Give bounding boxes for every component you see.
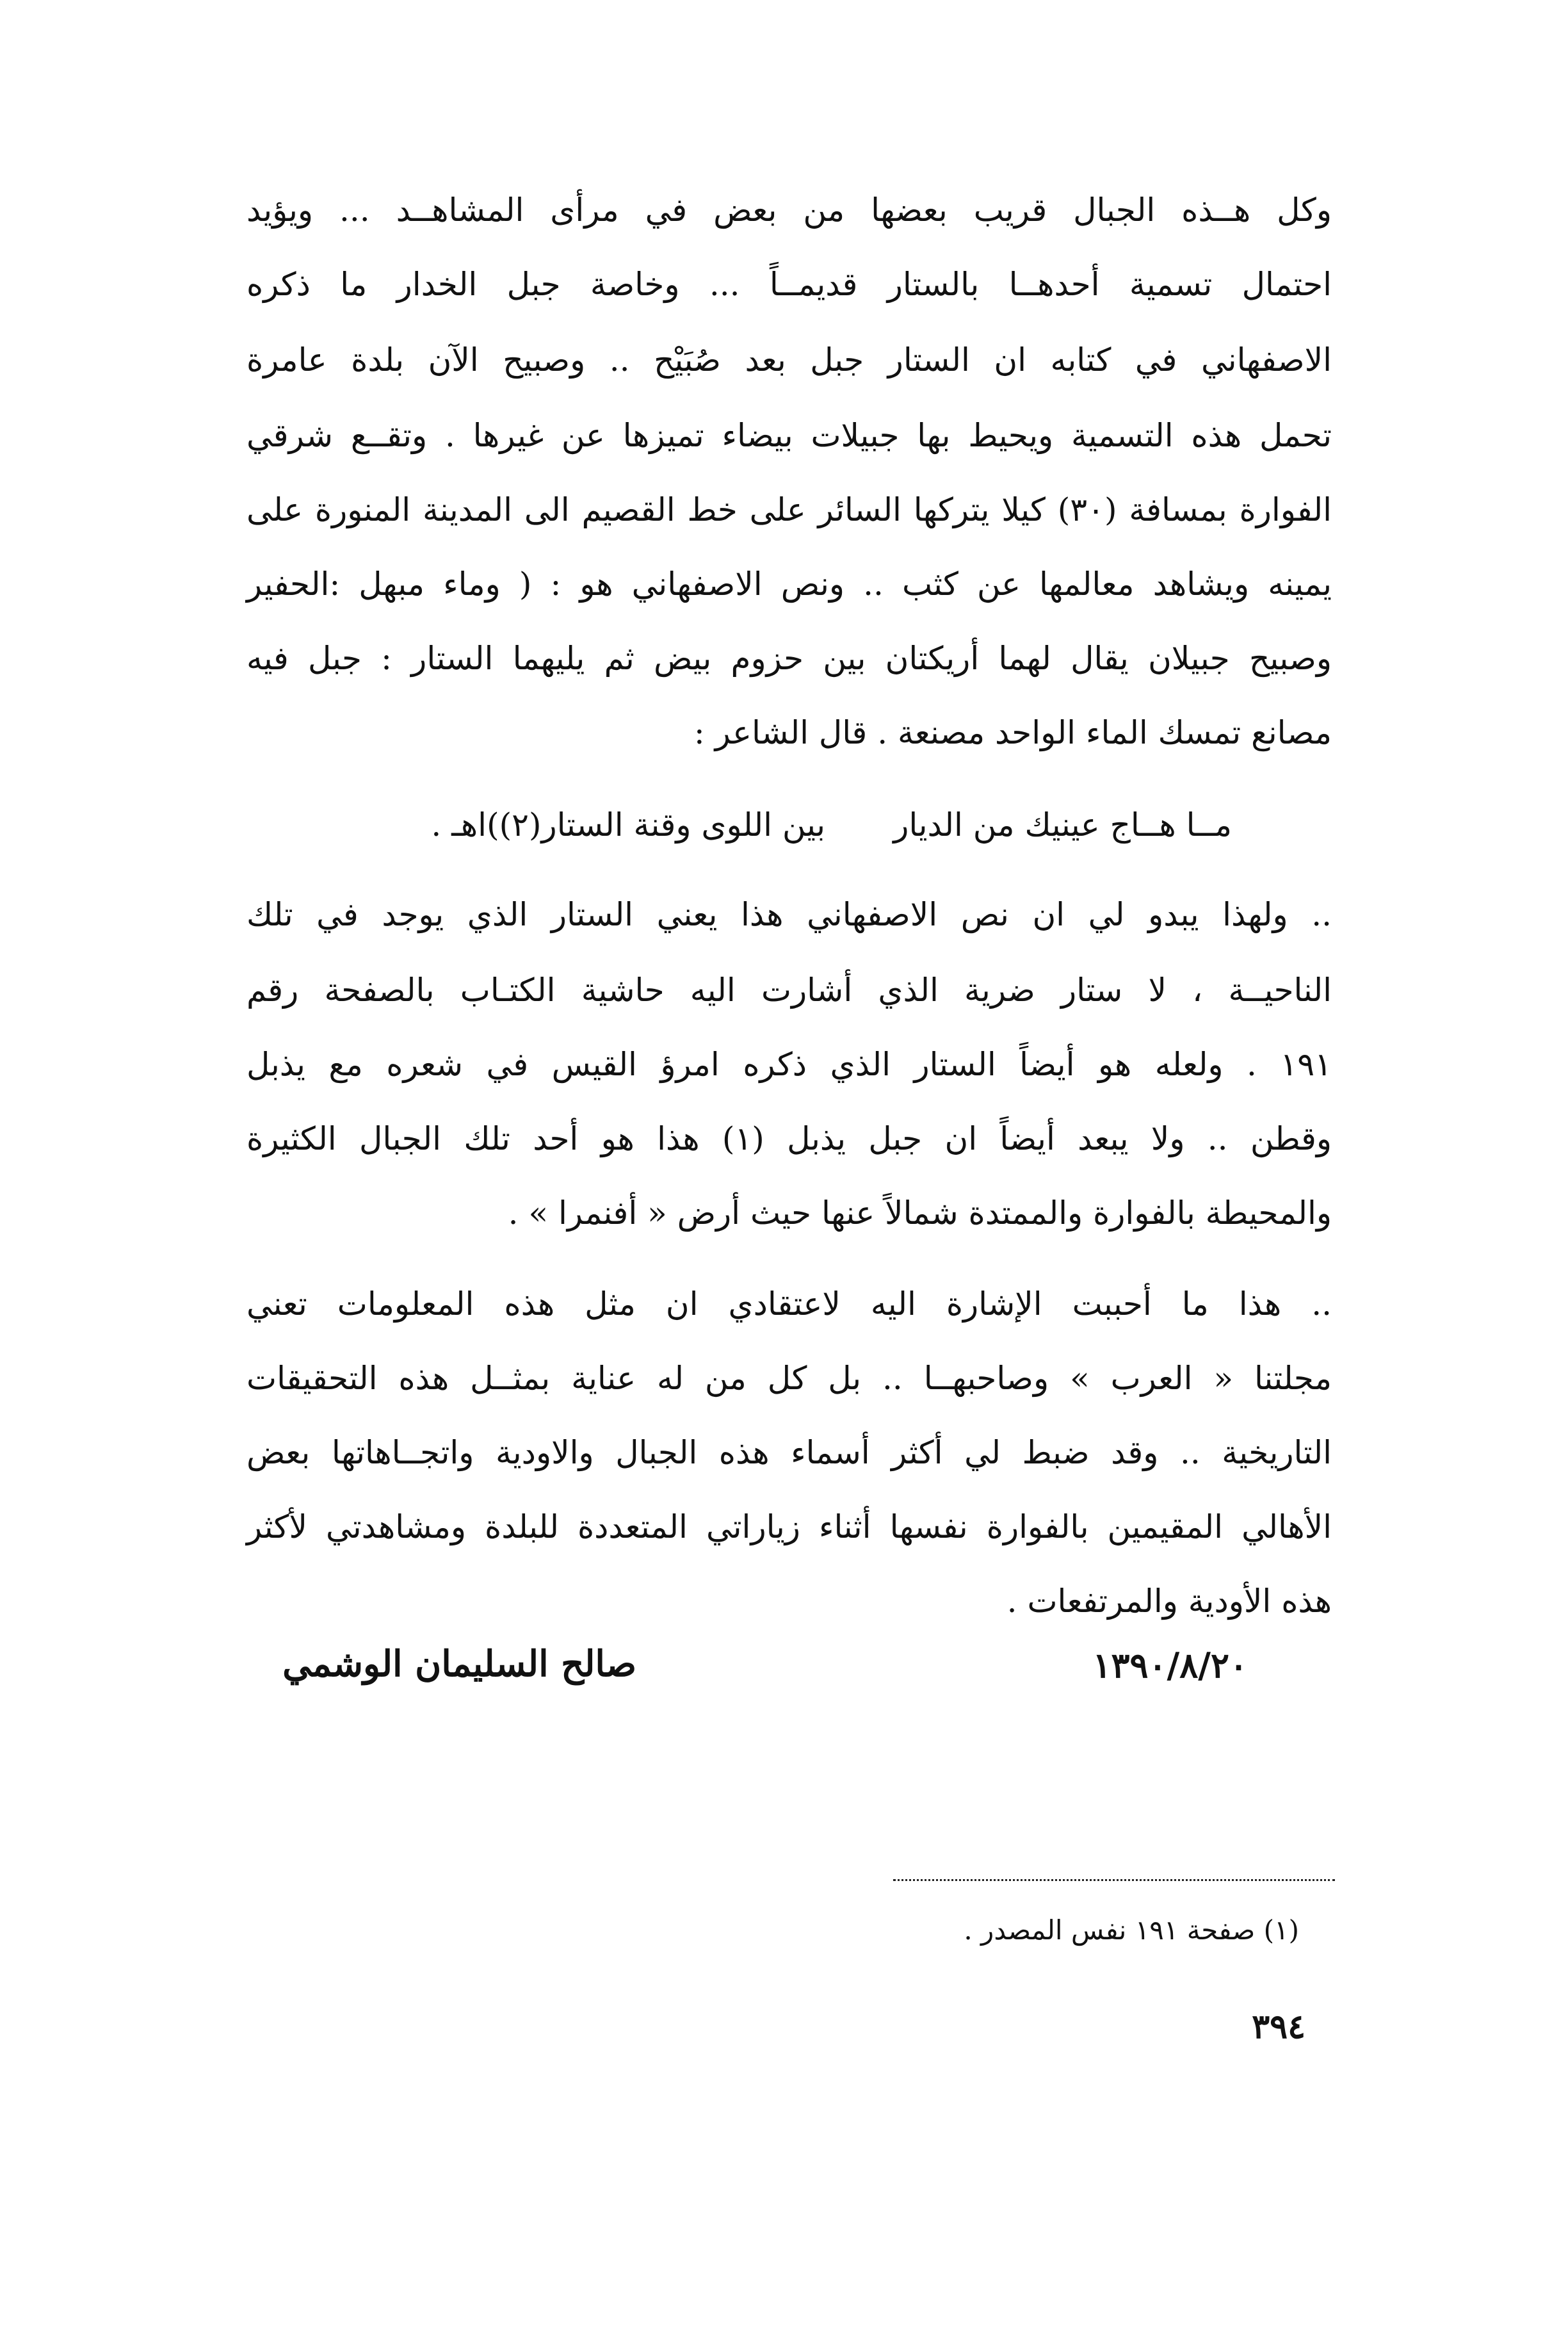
paragraph-1-line-5: الفوارة بمسافة (٣٠) كيلا يتركها السائر على خط القصيم الى المدينة المنورة على bbox=[247, 491, 1332, 528]
paragraph-1-line-3: الاصفهاني في كتابه ان الستار جبل بعد صُبَيْح .. وصبيح الآن بلدة عامرة bbox=[247, 341, 1332, 379]
footnote-1: (١) صفحة ١٩١ نفس المصدر . bbox=[964, 1914, 1299, 1946]
footnote-divider bbox=[893, 1879, 1335, 1881]
paragraph-3-line-2: مجلتنا « العرب » وصاحبهــا .. بل كل من له عناية بمثــل هذه التحقيقات bbox=[247, 1360, 1332, 1397]
paragraph-2-line-1: .. ولهذا يبدو لي ان نص الاصفهاني هذا يعني الستار الذي يوجد في تلك bbox=[247, 896, 1332, 933]
paragraph-1-line-6: يمينه ويشاهد معالمها عن كثب .. ونص الاصفهاني هو : ( وماء مبهل :الحفير bbox=[247, 566, 1332, 603]
paragraph-1-line-1: وكل هــذه الجبال قريب بعضها من بعض في مرأى المشاهــد ... ويؤيد bbox=[247, 191, 1332, 229]
paragraph-1-line-2: احتمال تسمية أحدهــا بالستار قديمــاً ... وخاصة جبل الخدار ما ذكره bbox=[247, 266, 1332, 303]
paragraph-3-line-5: هذه الأودية والمرتفعات . bbox=[1006, 1583, 1332, 1620]
paragraph-2-line-3: ١٩١ . ولعله هو أيضاً الستار الذي ذكره امرؤ القيس في شعره مع يذبل bbox=[247, 1046, 1332, 1083]
paragraph-3-line-1: .. هذا ما أحببت الإشارة اليه لاعتقادي ان مثل هذه المعلومات تعني bbox=[247, 1285, 1332, 1323]
author-signature: صالح السليمان الوشمي bbox=[282, 1643, 636, 1685]
paragraph-1-line-8: مصانع تمسك الماء الواحد مصنعة . قال الشاعر : bbox=[693, 714, 1332, 751]
paragraph-2-line-2: الناحيــة ، لا ستار ضرية الذي أشارت اليه حاشية الكتـاب بالصفحة رقم bbox=[247, 972, 1332, 1009]
verse-first-hemistich: مــا هــاج عينيك من الديار bbox=[893, 806, 1232, 843]
letter-date: ١٣٩٠/٨/٢٠ bbox=[1092, 1645, 1248, 1686]
paragraph-2-line-4: وقطن .. ولا يبعد أيضاً ان جبل يذبل (١) هذا هو أحد تلك الجبال الكثيرة bbox=[247, 1120, 1332, 1157]
paragraph-1-line-4: تحمل هذه التسمية ويحيط بها جبيلات بيضاء تميزها عن غيرها . وتقــع شرقي bbox=[247, 417, 1332, 454]
paragraph-3-line-4: الأهالي المقيمين بالفوارة نفسها أثناء زياراتي المتعددة للبلدة ومشاهدتي لأكثر bbox=[247, 1508, 1332, 1545]
paragraph-3-line-3: التاريخية .. وقد ضبط لي أكثر أسماء هذه الجبال والاودية واتجــاهاتها بعض bbox=[247, 1434, 1332, 1471]
paragraph-2-line-5: والمحيطة بالفوارة والممتدة شمالاً عنها حيث أرض « أفنمرا » . bbox=[508, 1194, 1332, 1232]
page-number: ٣٩٤ bbox=[1252, 2007, 1305, 2046]
paragraph-1-line-7: وصبيح جبيلان يقال لهما أريكتان بين حزوم بيض ثم يليهما الستار : جبل فيه bbox=[247, 640, 1332, 677]
verse-second-hemistich: بين اللوى وقنة الستار(٢))اهـ . bbox=[431, 806, 825, 843]
